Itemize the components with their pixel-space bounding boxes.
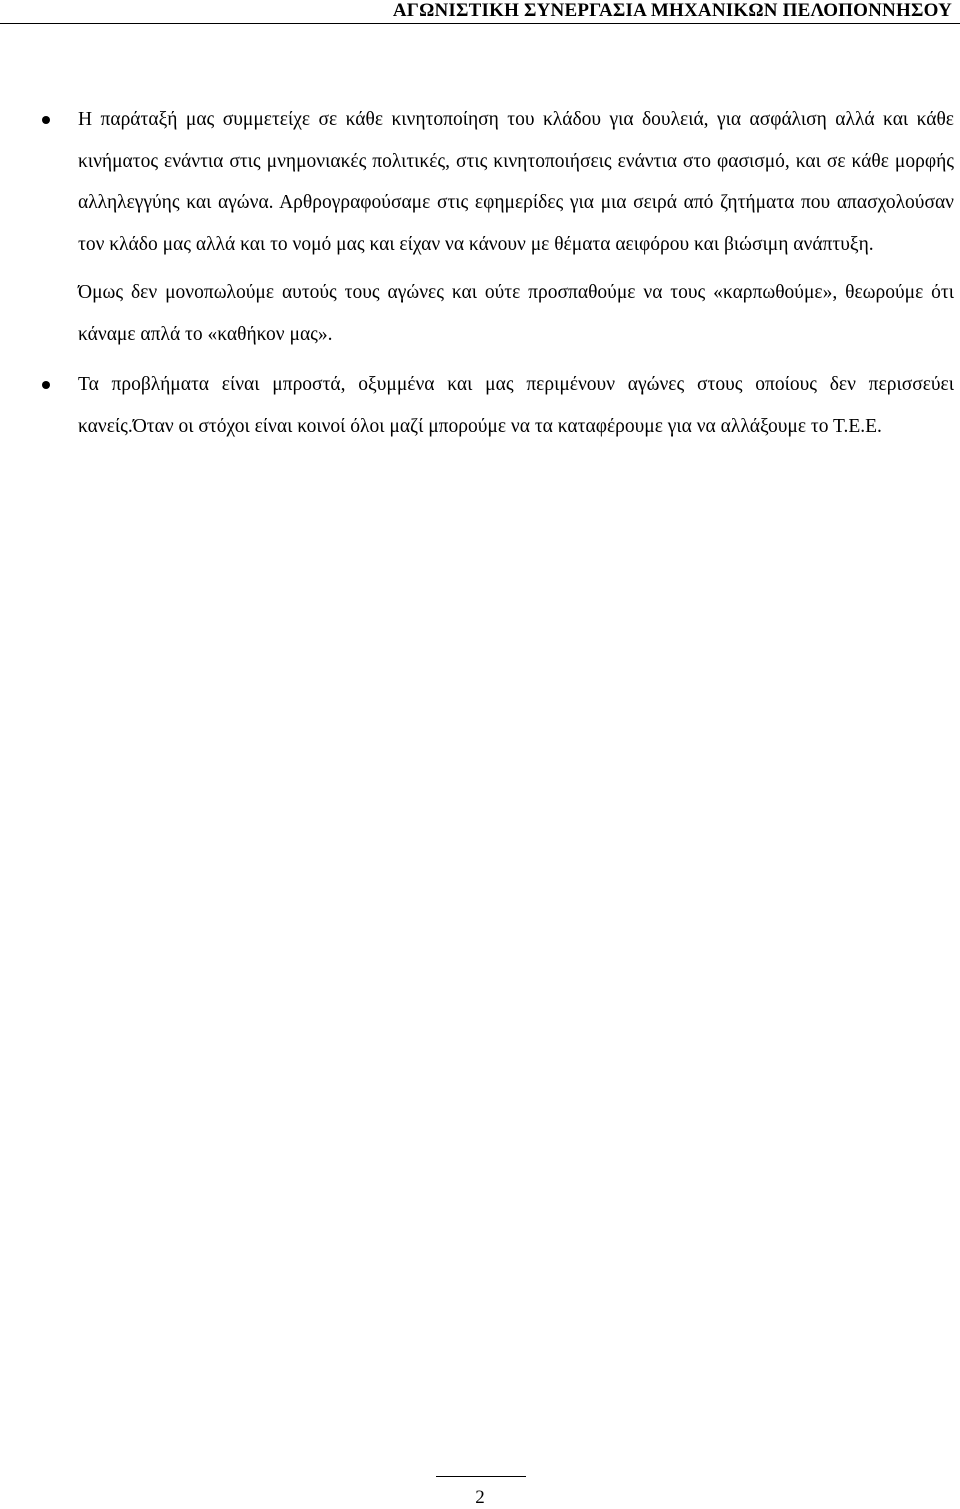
paragraph-text: Τα προβλήματα είναι μπροστά, οξυμμένα και μας περιμένουν αγώνες στους οποίους δεν περισσεύει κανείς.Όταν οι στόχοι είναι κοινοί όλοι μαζί μπορούμε να τα καταφέρουμε για να αλλάξουμε το Τ.Ε.Ε. <box>78 374 954 437</box>
running-header: ΑΓΩΝΙΣΤΙΚΗ ΣΥΝΕΡΓΑΣΙΑ ΜΗΧΑΝΙΚΩΝ ΠΕΛΟΠΟΝΝΗΣΟΥ <box>392 0 952 21</box>
footer-rule <box>436 1476 526 1477</box>
paragraph-activities <box>78 99 954 265</box>
header-rule <box>0 23 960 24</box>
bullet-icon <box>42 116 50 124</box>
document-body <box>78 99 954 447</box>
paragraph-text: Η παράταξή μας συμμετείχε σε κάθε κινητοποίηση του κλάδου για δουλειά, για ασφάλιση αλλά και κάθε κινήματος ενάντια στις μνημονιακές πολιτικές, στις κινητοποιήσεις ενάντια στο φασισμό, και σε κάθε μορφής αλληλεγγύης και αγώνα. Αρθρογραφούσαμε στις εφημερίδες για μια σειρά από ζητήματα που απασχολούσαν τον κλάδο μας αλλά και το νομό μας και είχαν να κάνουν με θέματα αειφόρου και βιώσιμη ανάπτυξη. <box>78 109 954 255</box>
paragraph-future <box>78 364 954 447</box>
paragraph-text: Όμως δεν μονοπωλούμε αυτούς τους αγώνες και ούτε προσπαθούμε να τους «καρπωθούμε», θεωρούμε ότι κάναμε απλά το «καθήκον μας». <box>78 282 954 345</box>
paragraph-duty <box>78 272 954 355</box>
page-number: 2 <box>475 1487 485 1508</box>
bullet-icon <box>42 381 50 389</box>
